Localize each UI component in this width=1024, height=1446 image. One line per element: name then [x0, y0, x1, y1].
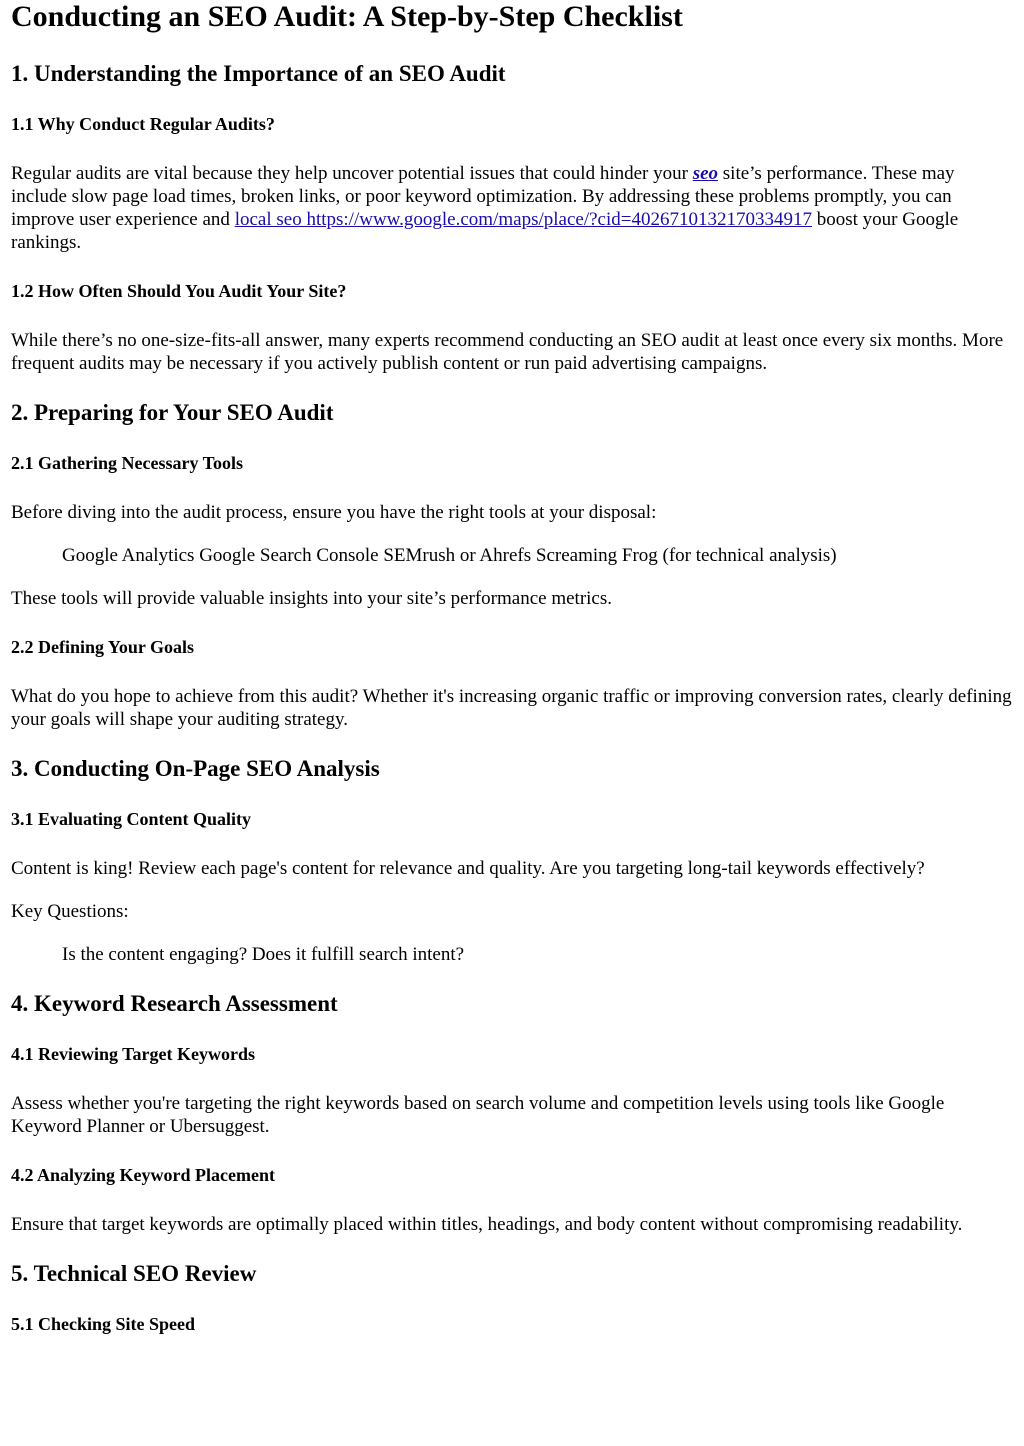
- section-1-heading: 1. Understanding the Importance of an SEO Audit: [11, 61, 506, 86]
- subsection-1-1-heading: 1.1 Why Conduct Regular Audits?: [11, 114, 275, 134]
- subsection-4-2-paragraph: Ensure that target keywords are optimally placed within titles, headings, and body content without compromising readability.: [11, 1214, 963, 1235]
- paragraph-text: site’s performance. These may include slow page load times, broken links, or poor keyword optimization. By addressing these problems promptly, you can improve user experience and: [11, 163, 955, 230]
- paragraph-text: boost your Google rankings.: [11, 209, 959, 253]
- tools-list: Google Analytics Google Search Console SEMrush or Ahrefs Screaming Frog (for technical analysis): [62, 545, 837, 566]
- subsection-2-1-heading: 2.1 Gathering Necessary Tools: [11, 453, 243, 473]
- key-questions-list: Is the content engaging? Does it fulfill search intent?: [62, 944, 465, 965]
- seo-link[interactable]: seo: [692, 163, 719, 184]
- subsection-1-1-paragraph: [11, 162, 1013, 254]
- subsection-4-1-paragraph: Assess whether you're targeting the right keywords based on search volume and competition levels using tools like Google Keyword Planner or Ubersuggest.: [11, 1093, 945, 1137]
- subsection-3-1-paragraph: Content is king! Review each page's content for relevance and quality. Are you targeting long-tail keywords effectively?: [11, 858, 925, 879]
- section-5-heading: 5. Technical SEO Review: [11, 1261, 257, 1286]
- section-2-heading: 2. Preparing for Your SEO Audit: [11, 400, 334, 425]
- subsection-5-1-heading: 5.1 Checking Site Speed: [11, 1314, 196, 1334]
- section-3-heading: 3. Conducting On-Page SEO Analysis: [11, 756, 380, 781]
- subsection-2-1-paragraph: Before diving into the audit process, ensure you have the right tools at your disposal:: [11, 502, 657, 523]
- subsection-2-2-heading: 2.2 Defining Your Goals: [11, 637, 195, 657]
- page-title: Conducting an SEO Audit: A Step-by-Step Checklist: [11, 0, 683, 33]
- key-questions-label: Key Questions:: [11, 901, 129, 922]
- local-seo-link[interactable]: local seo https://www.google.com/maps/place/?cid=4026710132170334917: [234, 209, 812, 230]
- paragraph-text: Regular audits are vital because they help uncover potential issues that could hinder your: [11, 163, 693, 184]
- subsection-2-1-paragraph-2: These tools will provide valuable insights into your site’s performance metrics.: [11, 588, 613, 609]
- subsection-1-2-heading: 1.2 How Often Should You Audit Your Site?: [11, 281, 347, 301]
- subsection-4-1-heading: 4.1 Reviewing Target Keywords: [11, 1044, 255, 1064]
- subsection-4-2-heading: 4.2 Analyzing Keyword Placement: [11, 1165, 275, 1185]
- section-4-heading: 4. Keyword Research Assessment: [11, 991, 338, 1016]
- subsection-1-2-paragraph: While there’s no one-size-fits-all answer, many experts recommend conducting an SEO audit at least once every six months. More frequent audits may be necessary if you actively publish content or run paid advertising campaigns.: [11, 330, 1004, 374]
- subsection-2-2-paragraph: What do you hope to achieve from this audit? Whether it's increasing organic traffic or improving conversion rates, clearly defining your goals will shape your auditing strategy.: [11, 686, 1012, 730]
- subsection-3-1-heading: 3.1 Evaluating Content Quality: [11, 809, 252, 829]
